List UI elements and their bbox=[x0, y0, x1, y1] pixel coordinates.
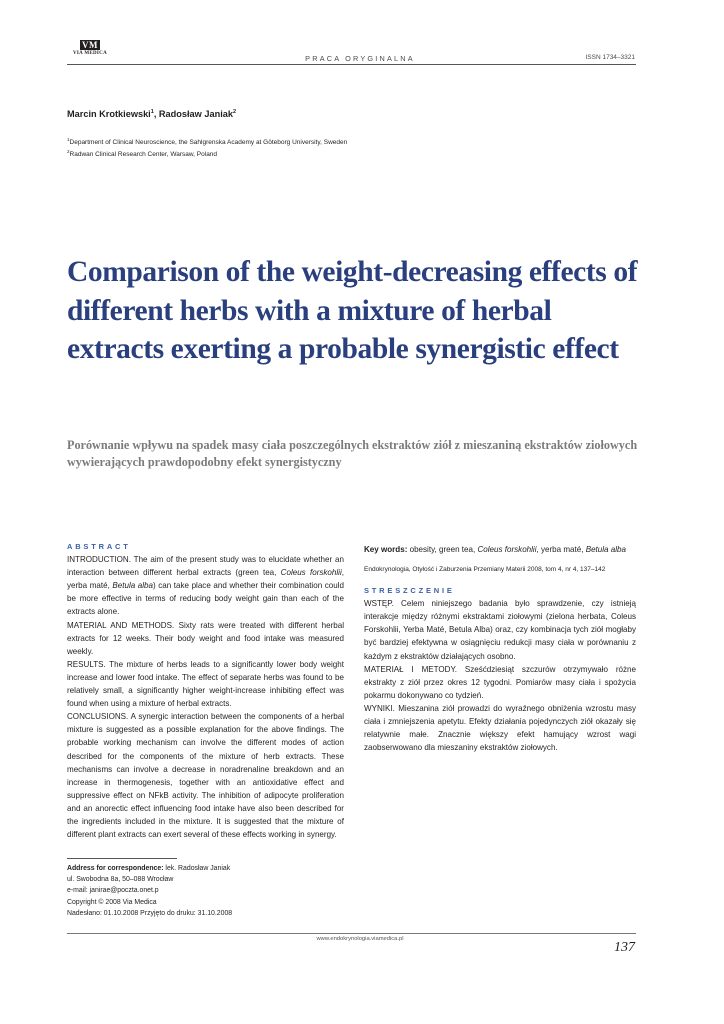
affiliation-sup: 1 bbox=[67, 137, 70, 142]
affiliation-text: Department of Clinical Neuroscience, the Sahlgrenska Academy at Göteborg University, Sweden bbox=[69, 139, 348, 147]
affiliations bbox=[67, 136, 347, 160]
affiliation-line bbox=[67, 136, 347, 148]
submission-dates: Nadesłano: 01.10.2008 Przyjęto do druku: 31.10.2008 bbox=[67, 909, 233, 917]
abstract-introduction: INTRODUCTION. The aim of the present study was to elucidate whether an interaction between different herbal extracts (green tea, Coleus forskohlii, yerba maté, Betula alba) can take place and whether their combination could be more effective in terms of reducing body weight gain than each of the extracts alone. bbox=[67, 555, 344, 617]
abstract-results: RESULTS. The mixture of herbs leads to a significantly lower body weight increase and lower food intake. The effect of separate herbs was found to be relatively small, a significantly higher weight-increase inhibiting effect was found when using a mixture of herbal extracts. bbox=[67, 659, 344, 709]
journal-reference: Endokrynologia, Otyłość i Zaburzenia Przemiany Materii 2008, tom 4, nr 4, 137–142 bbox=[364, 566, 606, 574]
correspondence-line: Address for correspondence: lek. Radosław Janiak bbox=[67, 865, 231, 872]
right-column bbox=[364, 543, 636, 754]
article-subtitle: Porównanie wpływu na spadek masy ciała poszczególnych ekstraktów ziół z mieszaniną ekstraktów ziołowych wywierających prawdopodobny efekt synergistyczny bbox=[67, 438, 638, 469]
streszczenie-wstep: WSTĘP. Celem niniejszego badania było sprawdzenie, czy istnieją interakcje między różnymi ekstraktami ziołowymi (zielona herbata, Coleus Forskohlii, Yerba Maté, Betula Alba) oraz, czy kombinacja tych ziół mogłaby być bardziej efektywna w osiągnięciu redukcji masy ciała w porównaniu z każdym z ekstraktów działających osobno. bbox=[364, 599, 636, 661]
section-label: PRACA ORYGINALNA bbox=[305, 54, 415, 63]
page-number: 137 bbox=[614, 940, 635, 955]
streszczenie-wyniki: WYNIKI. Mieszanina ziół prowadzi do wyraźnego obniżenia wzrostu masy ciała i zmniejszenia apetytu. Efekty działania pojedynczych ziół okazały się relatywnie małe. Znacznie większy efekt hamujący wzrost wagi zaobserwowano dla mieszaniny ekstraktów ziołowych. bbox=[364, 703, 636, 753]
logo-text: VIA MEDICA bbox=[73, 51, 107, 56]
correspondence-email: e-mail: janirae@poczta.onet.p bbox=[67, 887, 159, 895]
abstract-conclusions: CONCLUSIONS. A synergic interaction between the components of a herbal mixture is suggested as a possible explanation for the above findings. The probable working mechanism can involve the different modes of action described for the components of the mixture of herb extracts. These mechanisms can involve a decrease in noradrenaline breakdown and an increase in thermogenesis, together with an antioxidative effect and suppressive effect on NFkB activity. The inhibition of adipocyte proliferation and an anorectic effect influencing food intake have also been described for the ingredients included in the mixture. It is suggested that the mixture of different plant extracts can exert several of these effects working in synergy. bbox=[67, 712, 344, 840]
affiliation-sup: 2 bbox=[67, 148, 70, 154]
author-separator: , bbox=[153, 109, 159, 120]
author-sup: 1 bbox=[150, 109, 154, 115]
abstract-heading: ABSTRACT bbox=[67, 542, 131, 551]
logo-mark: VM bbox=[82, 39, 98, 50]
correspondence-divider bbox=[67, 858, 177, 859]
affiliation-text: Radwan Clinical Research Center, Warsaw, Poland bbox=[69, 150, 218, 158]
keywords: Key words: obesity, green tea, Coleus forskohlii, yerba maté, Betula alba bbox=[364, 545, 626, 554]
author-name: Radosław Janiak bbox=[158, 109, 233, 120]
header-divider bbox=[67, 64, 636, 65]
author-name: Marcin Krotkiewski bbox=[67, 109, 151, 120]
article-title: Comparison of the weight-decreasing effects of different herbs with a mixture of herbal extracts exerting a probable synergistic effect bbox=[67, 256, 638, 365]
footer-divider bbox=[67, 933, 636, 934]
issn: ISSN 1734–3321 bbox=[585, 54, 635, 61]
abstract-column bbox=[67, 540, 344, 841]
author-sup: 2 bbox=[232, 109, 237, 115]
authors bbox=[67, 109, 236, 119]
correspondence-block bbox=[67, 863, 347, 919]
streszczenie-metody: MATERIAŁ I METODY. Sześćdziesiąt szczurów otrzymywało różne ekstrakty z ziół przez okres 12 tygodni. Pomiarów masy ciała i spożycia pokarmu dokonywano co tydzień. bbox=[364, 664, 636, 700]
affiliation-line bbox=[67, 148, 347, 160]
journal-url[interactable]: www.endokrynologia.viamedica.pl bbox=[316, 936, 404, 942]
correspondence-address: ul. Swobodna 8a, 50–088 Wrocław bbox=[67, 876, 174, 884]
streszczenie-heading: STRESZCZENIE bbox=[364, 586, 455, 596]
copyright: Copyright © 2008 Via Medica bbox=[67, 898, 157, 906]
abstract-methods: MATERIAL AND METHODS. Sixty rats were treated with different herbal extracts for 12 weeks. Their body weight and food intake was measured weekly. bbox=[67, 620, 344, 656]
publisher-logo bbox=[67, 39, 113, 56]
